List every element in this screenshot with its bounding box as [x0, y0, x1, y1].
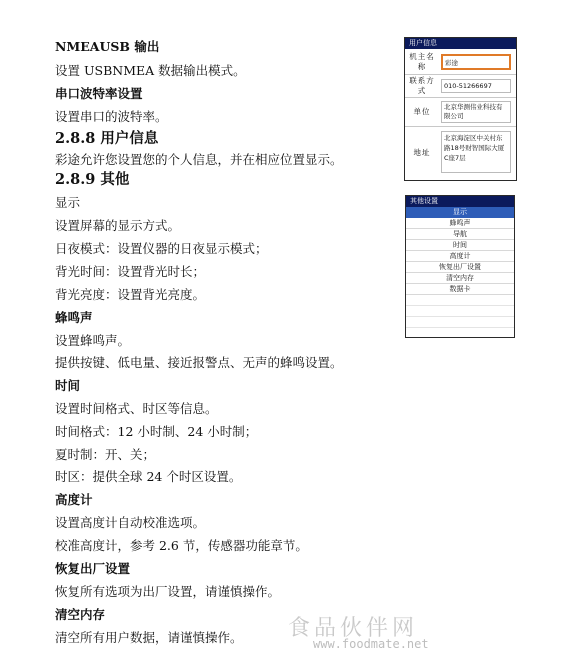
menu-empty-row	[406, 317, 514, 328]
watermark-text: 食品伙伴网	[288, 616, 419, 641]
paragraph: 设置时间格式、时区等信息。	[55, 401, 218, 416]
menu-item-time[interactable]: 时间	[406, 240, 514, 251]
menu-item-factory-reset[interactable]: 恢复出厂设置	[406, 262, 514, 273]
paragraph: 设置蜂鸣声。	[55, 333, 131, 348]
subheading-display: 显示	[55, 195, 81, 210]
user-info-screen	[404, 37, 517, 181]
menu-item-beep[interactable]: 蜂鸣声	[406, 218, 514, 229]
address-field[interactable]: 北京海淀区中关村东路18号财智国际大厦C座7层	[441, 131, 511, 173]
owner-name-field[interactable]: 彩途	[441, 54, 511, 70]
owner-name-row	[405, 50, 516, 74]
watermark-url: www.foodmate.net	[313, 637, 429, 651]
contact-label: 联系方式	[409, 76, 435, 95]
other-settings-screen	[405, 195, 515, 338]
paragraph: 清空所有用户数据，请谨慎操作。	[55, 630, 243, 645]
paragraph: 时间格式：12 小时制、24 小时制；	[55, 424, 258, 439]
paragraph: 背光时间：设置背光时长；	[55, 264, 206, 279]
heading-baudrate: 串口波特率设置	[55, 86, 143, 101]
company-label: 单位	[413, 107, 431, 116]
paragraph: 日夜模式：设置仪器的日夜显示模式；	[55, 241, 268, 256]
section-user-info: 2.8.8 用户信息	[55, 130, 159, 147]
paragraph: 设置 USBNMEA 数据输出模式。	[55, 63, 246, 78]
company-row	[405, 97, 516, 126]
owner-name-label: 机主名称	[409, 52, 435, 71]
paragraph: 设置串口的波特率。	[55, 109, 168, 124]
other-settings-title: 其他设置	[406, 196, 514, 207]
paragraph: 提供按键、低电量、接近报警点、无声的蜂鸣设置。	[55, 355, 343, 370]
menu-empty-row	[406, 295, 514, 306]
menu-empty-row	[406, 306, 514, 317]
paragraph: 恢复所有选项为出厂设置，请谨慎操作。	[55, 584, 281, 599]
section-other: 2.8.9 其他	[55, 171, 130, 188]
paragraph: 设置屏幕的显示方式。	[55, 218, 181, 233]
paragraph: 夏时制：开、关；	[55, 447, 156, 462]
heading-time: 时间	[55, 378, 81, 393]
user-info-title: 用户信息	[405, 38, 516, 49]
menu-item-data-card[interactable]: 数据卡	[406, 284, 514, 295]
menu-item-display[interactable]: 显示	[406, 207, 514, 218]
contact-field[interactable]: 010-51266697	[441, 79, 511, 93]
paragraph: 时区：提供全球 24 个时区设置。	[55, 469, 242, 484]
menu-item-clear-memory[interactable]: 清空内存	[406, 273, 514, 284]
contact-row	[405, 74, 516, 97]
paragraph: 背光亮度：设置背光亮度。	[55, 287, 206, 302]
menu-item-navigation[interactable]: 导航	[406, 229, 514, 240]
paragraph: 设置高度计自动校准选项。	[55, 515, 206, 530]
heading-factory-reset: 恢复出厂设置	[55, 561, 131, 576]
menu-item-altimeter[interactable]: 高度计	[406, 251, 514, 262]
heading-nmeausb: NMEAUSB 输出	[55, 39, 160, 54]
heading-beep: 蜂鸣声	[55, 310, 93, 325]
paragraph: 彩途允许您设置您的个人信息，并在相应位置显示。	[55, 152, 343, 167]
address-row	[405, 126, 516, 180]
heading-clear-memory: 清空内存	[55, 607, 106, 622]
address-label: 地址	[413, 148, 431, 157]
heading-altimeter: 高度计	[55, 492, 93, 507]
company-field[interactable]: 北京华测伟业科技有限公司	[441, 101, 511, 123]
paragraph: 校准高度计，参考 2.6 节，传感器功能章节。	[55, 538, 308, 553]
